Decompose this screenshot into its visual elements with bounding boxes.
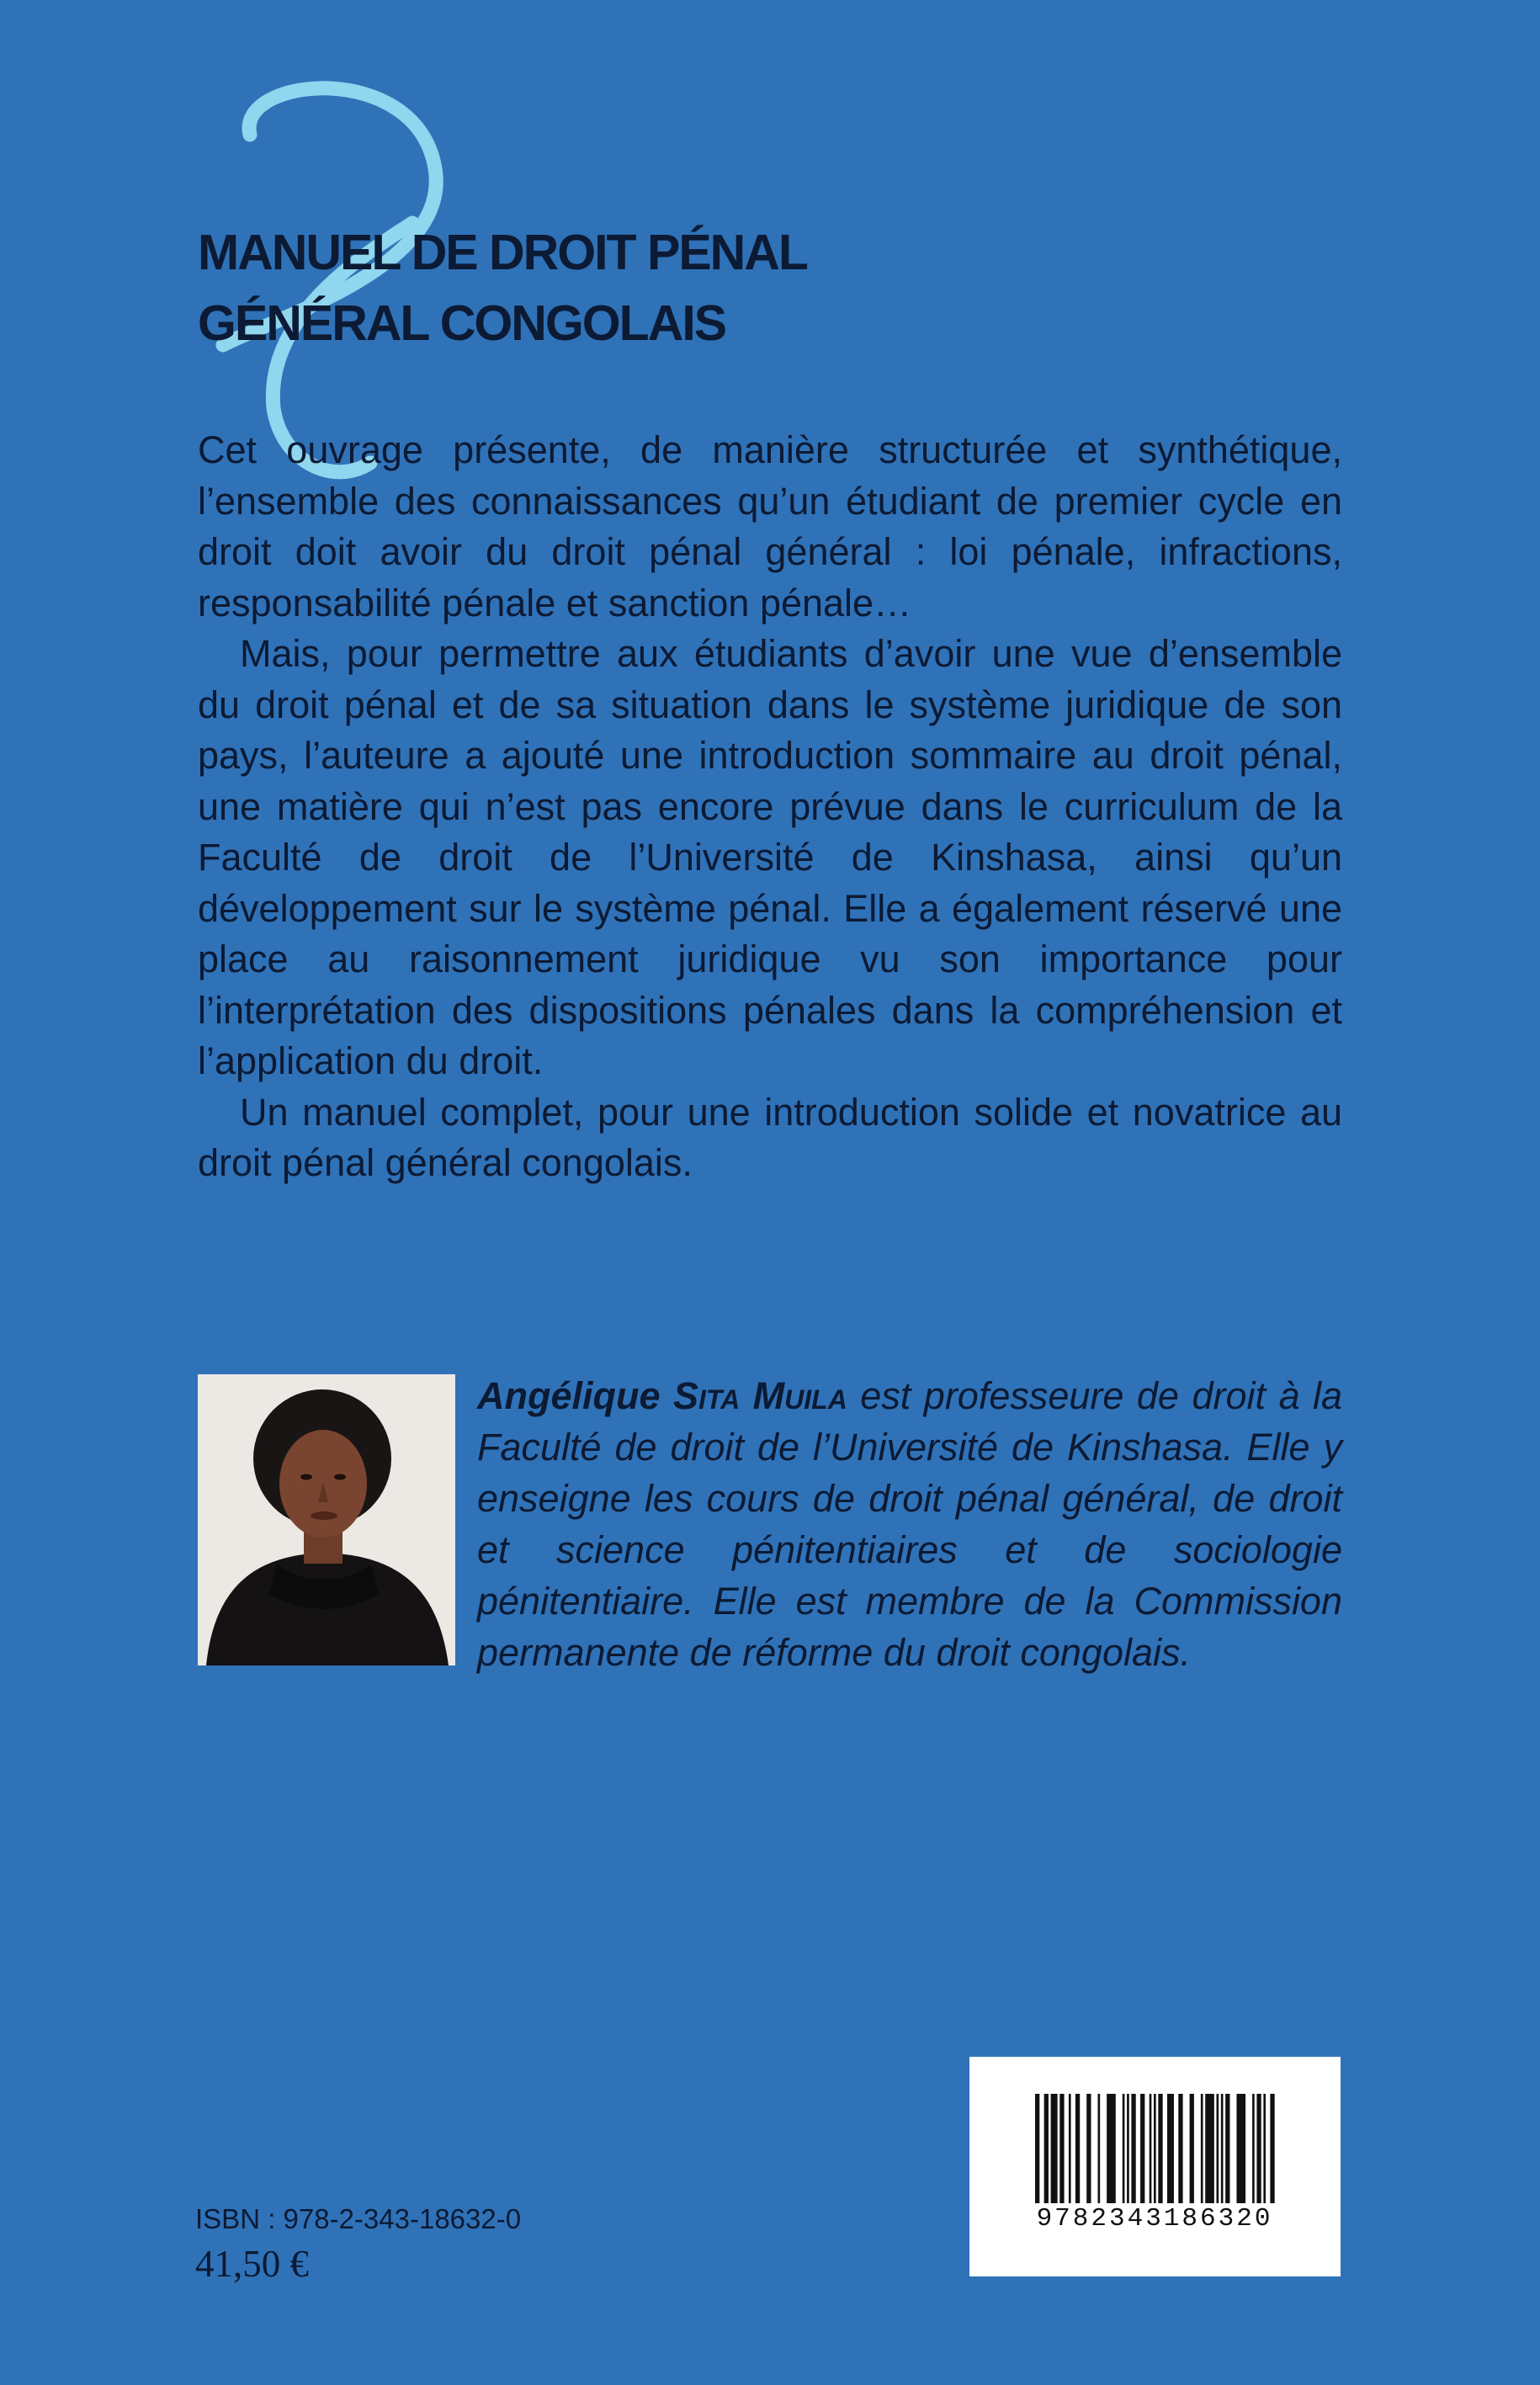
barcode-bar: [1098, 2094, 1101, 2203]
barcode-bar: [1221, 2094, 1224, 2203]
author-first-name: Angélique: [477, 1374, 661, 1417]
barcode-bar: [1035, 2094, 1039, 2203]
barcode-bar: [1252, 2094, 1255, 2203]
barcode-bar: [1158, 2094, 1162, 2203]
barcode-bar: [1127, 2094, 1129, 2203]
synopsis-paragraph: Mais, pour permettre aux étudiants d’avoir une vue d’ensemble du droit pénal et de sa situation dans le système juridique de son pays, l’auteure a ajouté une introduction sommaire au droit pénal, une matière qui n’est pas encore prévue dans le curriculum de la Faculté de droit de l’Université de Kinshasa, ainsi qu’un développement sur le système pénal. Elle a également réservé une place au raisonnement juridique vu son importance pour l’interprétation des dispositions pénales dans la compréhension et l’application du droit.: [198, 632, 1342, 1082]
barcode-bar: [1225, 2094, 1229, 2203]
barcode-bar: [1154, 2094, 1156, 2203]
barcode-bar: [1140, 2094, 1144, 2203]
barcode-bar: [1270, 2094, 1274, 2203]
barcode-bar: [1123, 2094, 1125, 2203]
barcode-digits: 9782343186320: [1036, 2204, 1273, 2234]
book-title-line-2: GÉNÉRAL CONGOLAIS: [198, 295, 726, 351]
barcode-bar: [1190, 2094, 1194, 2203]
synopsis: [198, 425, 1342, 1189]
barcode-bar: [1178, 2094, 1182, 2203]
isbn: ISBN : 978-2-343-18632-0: [195, 2203, 522, 2234]
price: 41,50 €: [195, 2243, 309, 2285]
book-title: [198, 217, 1208, 359]
barcode-bar: [1044, 2094, 1049, 2203]
author-photo: [198, 1374, 455, 1665]
barcode-bar: [1051, 2094, 1058, 2203]
barcode-bar: [1069, 2094, 1071, 2203]
author-bio: [477, 1370, 1342, 1678]
barcode-bar: [1131, 2094, 1135, 2203]
barcode-bar: [1236, 2094, 1245, 2203]
barcode: [969, 2057, 1341, 2276]
author-bio-text: est professeure de droit à la Faculté de droit de l’Université de Kinshasa. Elle y enseigne les cours de droit pénal général, de droit et science pénitentiaires et de sociologie pénitentiaire. Elle est membre de la Commission permanente de réforme du droit congolais.: [477, 1374, 1342, 1674]
barcode-bar: [1263, 2094, 1266, 2203]
synopsis-paragraph: Cet ouvrage présente, de manière structurée et synthétique, l’ensemble des connaissances qu’un étudiant de premier cycle en droit doit avoir du droit pénal général : loi pénale, infractions, responsabilité pénale et sanction pénale…: [198, 428, 1342, 624]
barcode-bar: [1217, 2094, 1219, 2203]
barcode-bar: [1256, 2094, 1261, 2203]
barcode-bar: [1150, 2094, 1152, 2203]
book-title-line-1: MANUEL DE DROIT PÉNAL: [198, 225, 807, 280]
barcode-bar: [1107, 2094, 1116, 2203]
author-last-name: Sita Muila: [673, 1374, 847, 1417]
barcode-bars: [1035, 2094, 1279, 2203]
barcode-bar: [1205, 2094, 1214, 2203]
barcode-bar: [1201, 2094, 1203, 2203]
synopsis-paragraph: Un manuel complet, pour une introduction solide et novatrice au droit pénal général congolais.: [198, 1090, 1342, 1184]
barcode-bar: [1086, 2094, 1091, 2203]
barcode-bar: [1167, 2094, 1174, 2203]
barcode-bar: [1059, 2094, 1064, 2203]
barcode-bar: [1075, 2094, 1080, 2203]
